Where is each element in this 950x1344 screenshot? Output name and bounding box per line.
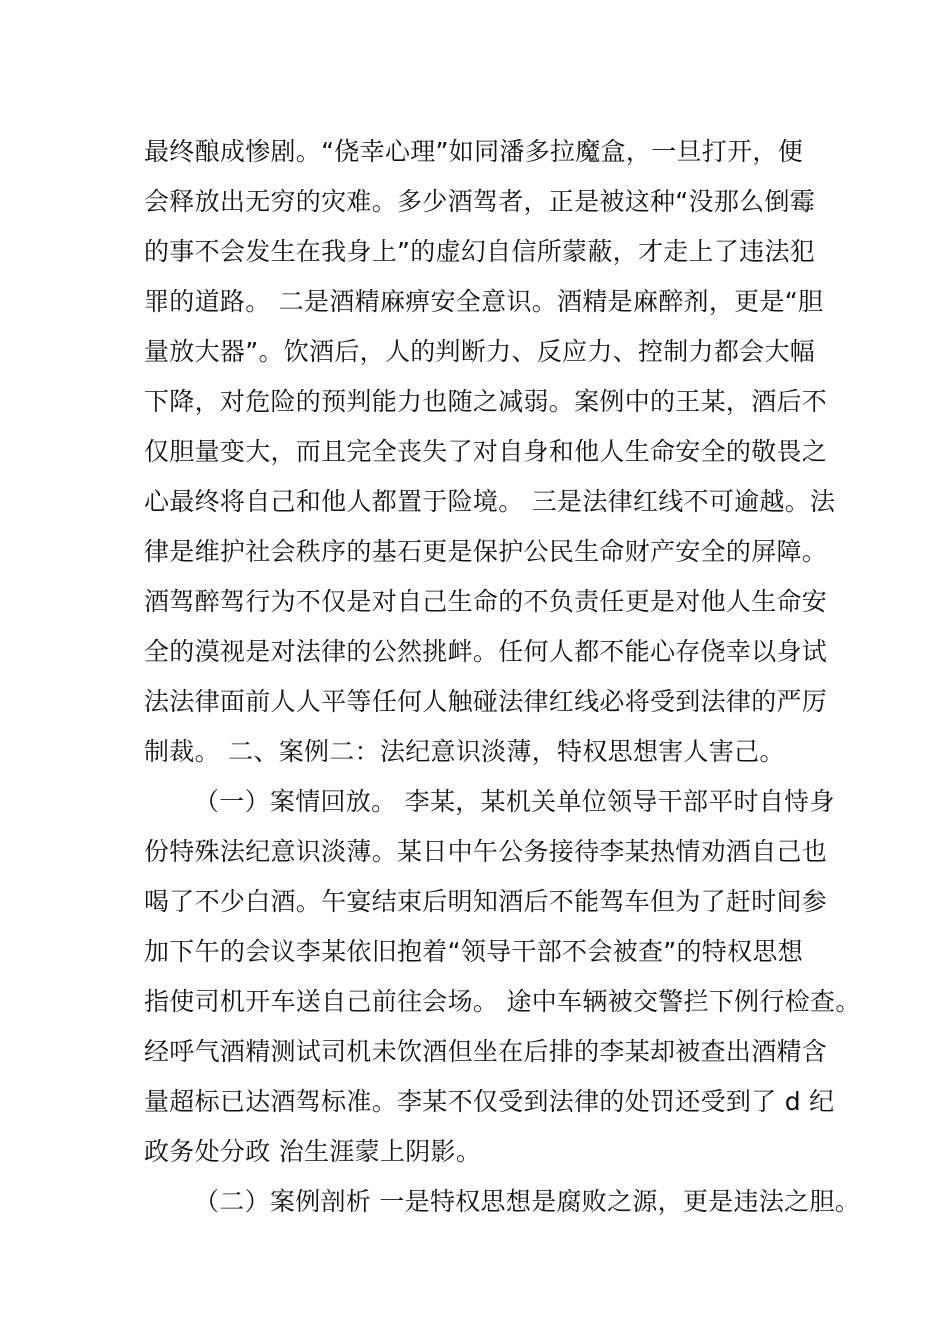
body-text-line: 量放大器”。饮酒后，人的判断力、反应力、控制力都会大幅	[144, 337, 816, 366]
body-text-line: 全的漠视是对法律的公然挑衅。任何人都不能心存侥幸以身试	[144, 637, 828, 666]
body-text-line: 律是维护社会秩序的基石更是保护公民生命财产安全的屏障。	[144, 537, 828, 566]
subsection-heading-line: （二）案例剖析 一是特权思想是腐败之源，更是违法之胆。	[194, 1187, 861, 1216]
subsection-heading-line: （一）案情回放。 李某，某机关单位领导干部平时自恃身	[194, 787, 835, 816]
body-text-line: 政务处分政 治生涯蒙上阴影。	[144, 1137, 482, 1166]
body-text-line: 份特殊法纪意识淡薄。某日中午公务接待李某热情劝酒自己也	[144, 837, 828, 866]
body-text-line: 心最终将自己和他人都置于险境。 三是法律红线不可逾越。法	[144, 487, 836, 516]
body-text-line: 酒驾醉驾行为不仅是对自己生命的不负责任更是对他人生命安	[144, 587, 828, 616]
body-text-line: 的事不会发生在我身上”的虚幻自信所蒙蔽，才走上了违法犯	[144, 237, 816, 266]
body-text-line: 罪的道路。 二是酒精麻痹安全意识。酒精是麻醉剂，更是“胆	[144, 287, 824, 316]
body-text-line: 仅胆量变大，而且完全丧失了对自身和他人生命安全的敬畏之	[144, 437, 828, 466]
body-text-line: 量超标已达酒驾标准。李某不仅受到法律的处罚还受到了 d 纪	[144, 1087, 835, 1116]
body-text-line: 喝了不少白酒。午宴结束后明知酒后不能驾车但为了赶时间参	[144, 887, 828, 916]
body-text-line: 下降，对危险的预判能力也随之减弱。案例中的王某，酒后不	[144, 387, 828, 416]
body-text-line: 法法律面前人人平等任何人触碰法律红线必将受到法律的严厉	[144, 687, 828, 716]
body-text-line: 加下午的会议李某依旧抱着“领导干部不会被查”的特权思想	[144, 937, 804, 966]
body-text-line: 会释放出无穷的灾难。多少酒驾者，正是被这种“没那么倒霉	[144, 187, 816, 216]
body-text-line: 最终酿成惨剧。“侥幸心理”如同潘多拉魔盒，一旦打开，便	[144, 137, 804, 166]
body-text-line: 指使司机开车送自己前往会场。 途中车辆被交警拦下例行检查。	[144, 987, 861, 1016]
body-text-line: 经呼气酒精测试司机未饮酒但坐在后排的李某却被查出酒精含	[144, 1037, 828, 1066]
section-heading-line: 制裁。 二、案例二：法纪意识淡薄，特权思想害人害己。	[144, 737, 785, 766]
